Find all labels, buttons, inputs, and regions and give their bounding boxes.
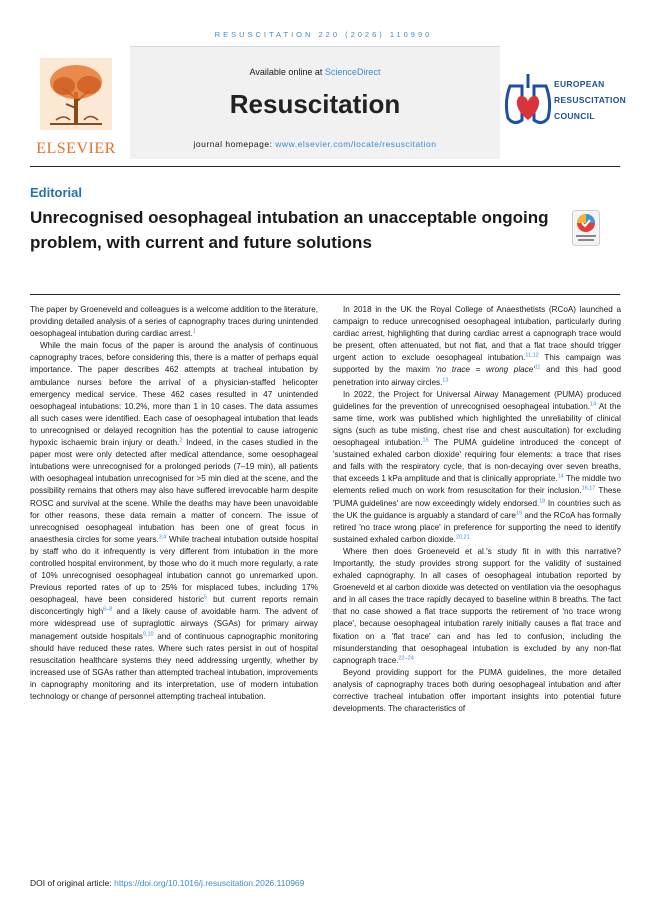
paragraph-text: At the same time, work was published which highlighted the unreliability of clinical signs (such as tube misting, chest rise and chest auscultation) for excluding oesophageal intubation. [333, 401, 621, 448]
doi-link[interactable]: https://doi.org/10.1016/j.resuscitation.2026.110969 [114, 878, 305, 888]
body-paragraph [333, 389, 621, 546]
paragraph-text: In 2018 in the UK the Royal College of Anaesthetists (RCoA) launched a campaign to reduce unrecognised oesophageal intubation, particularly during cardiac arrest, highlighting that during cardiac arrest a capnograph trace would be present, often attenuated, but not flat, and that a flat trace should trigger urgent action to exclude oesophageal intubation. [333, 305, 621, 363]
paragraph-text: and a likely cause of avoidable harm. The advent of more widespread use of supraglottic airways (SGAs) for primary airway management outside hospitals [30, 607, 318, 641]
paragraph-text: The PUMA guideline introduced the concept of 'sustained exhaled carbon dioxide' requiring four elements: a trace that rises and falls with the respiratory cycle, that is non-decaying over seven breaths, that exceeds 1 kPa amplitude and that is clinically appropriate. [333, 438, 621, 484]
citation-ref-link[interactable]: 19 [515, 509, 523, 516]
journal-title: Resuscitation [229, 89, 401, 119]
citation-ref-link[interactable]: 22–24 [398, 655, 414, 661]
elsevier-tree-icon [40, 58, 112, 130]
citation-ref-link[interactable]: 20,21 [455, 534, 470, 541]
italic-text: 'no trace = wrong place' [435, 365, 535, 375]
right-column [333, 304, 621, 715]
check-for-updates-badge[interactable] [572, 210, 600, 246]
masthead [30, 46, 627, 164]
header-divider [30, 166, 620, 167]
paragraph-text: and of continuous capnographic monitoring should have reduced these rates. Where such rates persist in out of hospital resuscitation healthcare systems they need addressing urgently, whether by increased use of SGAs rather than attempted tracheal intubation, improvements in capnography monitoring and its interpretation, use of modern intubation technology or change of personnel attempting tracheal intubation. [30, 631, 318, 701]
available-online [130, 67, 500, 77]
homepage-link[interactable]: www.elsevier.com/locate/resuscitation [275, 139, 437, 149]
paragraph-text: and the RCoA has formally retired 'no trace wrong place' in preference for supporting the need to identify sustained exhaled carbon dioxide. [333, 510, 621, 544]
journal-info-block [130, 46, 500, 159]
body-paragraph [30, 304, 318, 340]
citation-ref-link[interactable]: 13 [442, 376, 449, 383]
paragraph-text: Indeed, in the cases studied in the paper most were only detected after medical attendance, some oesophageal intubations were unrecognised for a prolonged periods (7–19 min), all patients with oesophageal intubation unrecognised for >5 min died at the scene, and the possibility remains that others may also have suffered irrevocable harm despite ROSC and survival at the scene. While the deaths may have been unavoidable for other reasons, these data remain a matter of concern. The issue of unrecognised oesophageal intubation has been one of great focus in anaesthesia circles for some years. [30, 438, 318, 544]
paragraph-text: and this had good penetration into airway circles. [333, 365, 621, 387]
council-line-3: COUNCIL [554, 111, 595, 121]
paragraph-text: In 2022, the Project for Universal Airway Management (PUMA) produced guidelines for the prevention of unrecognised oesophageal intubation. [333, 389, 621, 411]
citation-ref-link[interactable]: 14 [557, 473, 564, 480]
paragraph-text: Where then does Groeneveld et al.'s study fit in with this narrative? Importantly, the study provides strong support for the validity of sustained exhaled capnography. In all cases of oesophageal intubation reported by Groeneveld et al carbon dioxide was detected on ventilation via the oesophagus and in all cases the trace rapidly decayed to baseline within 8 breaths. The fact that no case showed a flat trace supports the retirement of 'no trace wrong place', because oesophageal intubation rarely initially causes a flat trace and fixation on a 'flat trace' can and has led to confusion, including the misunderstanding that oesophageal intubation is excluded by any non-flat capnograph trace. [333, 546, 621, 665]
paragraph-text: The middle two elements relied much on work from resuscitation for their inclusion. [333, 474, 621, 496]
body-paragraph [333, 667, 621, 715]
heart-lungs-icon [502, 72, 554, 132]
citation-ref-link[interactable]: 16,17 [581, 485, 596, 492]
citation-ref-link[interactable]: 3,4 [158, 534, 167, 541]
available-prefix: Available online at [249, 67, 325, 77]
journal-homepage [130, 139, 500, 149]
citation-ref-link[interactable]: 15 [422, 437, 429, 444]
citation-ref-link[interactable]: 9,10 [142, 630, 154, 637]
paragraph-text: but current reports remain disconcertingly high [30, 595, 318, 617]
council-name [554, 76, 626, 124]
council-line-2: RESUSCITATION [554, 95, 627, 105]
citation-ref-link[interactable]: 5 [204, 594, 208, 601]
section-label: Editorial [30, 185, 83, 200]
body-paragraph [333, 304, 621, 389]
left-column [30, 304, 318, 703]
paragraph-text: The paper by Groeneveld and colleagues is a welcome addition to the literature, providing detailed analysis of a series of capnography traces during unintended oesophageal intubation during cardiac arrest. [30, 305, 318, 339]
sciencedirect-link[interactable]: ScienceDirect [324, 67, 381, 77]
doi-footnote [30, 878, 304, 888]
paragraph-text: While tracheal intubation outside hospital by staff who do it infrequently is very different from intubation in the more controlled hospital environment, by those who do it much more regularly, a rate of 10% unrecognised oesophageal intubation cannot go unremarked upon. Previous reported rates of up to 25% for misplaced tubes, including 17% oesophageal, have been considered historic [30, 534, 318, 605]
publisher-name: ELSEVIER [36, 140, 116, 157]
doi-prefix: DOI of original article: [30, 878, 115, 888]
citation-ref-link[interactable]: 14 [590, 401, 597, 408]
citation-ref-link[interactable]: 11,12 [525, 352, 539, 359]
paragraph-text: Beyond providing support for the PUMA guidelines, the more detailed analysis of capnography traces both during oesophageal intubation and after corrective tracheal intubation offer important insights into potential future developments. The characteristics of [333, 667, 621, 714]
citation-ref-link[interactable]: 6–8 [103, 606, 113, 613]
title-divider [30, 294, 620, 295]
article-title: Unrecognised oesophageal intubation an unacceptable ongoing problem, with current and future solutions [30, 208, 549, 252]
journal-citation-line: RESUSCITATION 220 (2026) 110990 [214, 30, 433, 39]
homepage-prefix: journal homepage: [193, 139, 276, 149]
crossmark-icon [572, 210, 600, 246]
body-paragraph [30, 340, 318, 703]
citation-ref-link[interactable]: 1 [192, 328, 196, 335]
citation-ref-link[interactable]: 18 [539, 497, 546, 504]
citation-ref-link[interactable]: 2 [179, 437, 183, 444]
erc-logo [502, 68, 627, 148]
paragraph-text: This campaign was supported by the maxim [333, 353, 621, 375]
paragraph-text: While the main focus of the paper is around the analysis of continuous capnography traces, before considering this, there is a matter of perhaps equal importance. The paper describes 462 attempts at tracheal intubation by ambulance nurses before the arrival of a physician-staffed helicopter emergency medical service. These 462 cases resulted in 47 unintended oesophageal intubations: 10.2%, more than 1 in 10 cases. The data assumes all such cases were identified. Each case of oesophageal intubation that leads to unrecognised or delayed recognition has the potential to cause iatrogenic hypoxic ischaemic brain injury or death. [30, 341, 318, 448]
body-paragraph [333, 546, 621, 667]
elsevier-logo [30, 54, 122, 160]
paragraph-text: In countries such as the UK the guidance is arguably a standard of care [333, 498, 621, 520]
citation-ref-link[interactable]: 11 [534, 364, 541, 371]
council-line-1: EUROPEAN [554, 79, 605, 89]
paragraph-text: These 'PUMA guidelines' are now exceedingly widely endorsed. [333, 486, 621, 508]
